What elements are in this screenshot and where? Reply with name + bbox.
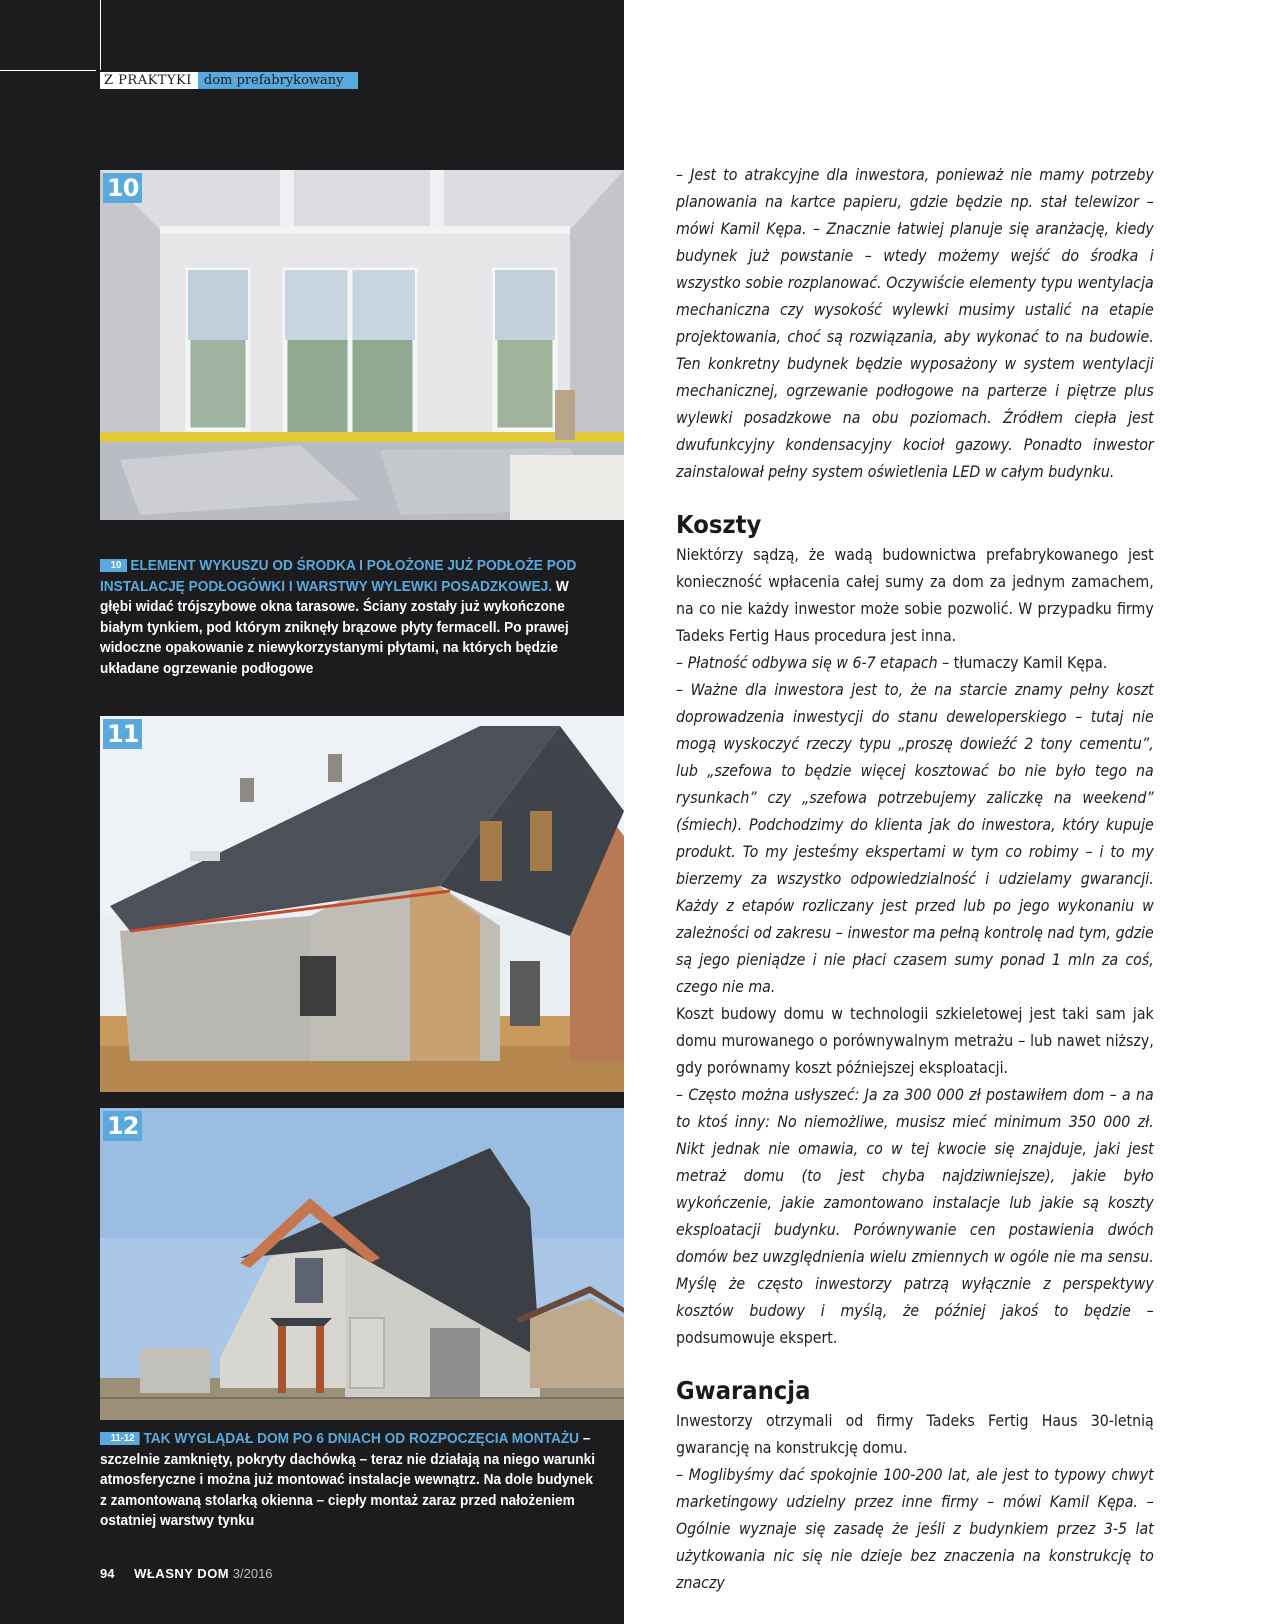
photo-12-house-finished-shell <box>100 1108 624 1420</box>
photo-number-badge: 10 <box>103 173 142 203</box>
subsection-label: dom prefabrykowany <box>198 72 358 89</box>
photo-number-badge: 11 <box>103 719 142 749</box>
paragraph: Inwestorzy otrzymali od firmy Tadeks Fertig Haus 30-letnią gwarancję na konstrukcję domu. <box>676 1412 1154 1457</box>
heading-gwarancja: Gwarancja <box>676 1376 811 1405</box>
crop-mark-horizontal <box>0 70 96 71</box>
caption-badge: 11-12 <box>100 1432 140 1445</box>
page-footer <box>100 1566 273 1581</box>
caption-headline: ELEMENT WYKUSZU OD ŚRODKA I POŁOŻONE JUŻ PODŁOŻE POD INSTALACJĘ PODŁOGÓWKI I WARSTWY WYLEWKI POSADZKOWEJ. <box>100 557 577 595</box>
quote-text: – Płatność odbywa się w 6-7 etapach <box>676 654 938 672</box>
caption-headline: TAK WYGLĄDAŁ DOM PO 6 DNIACH OD ROZPOCZĘCIA MONTAŻU <box>143 1430 580 1447</box>
section-label: Z PRAKTYKI <box>100 72 198 89</box>
paragraph: – Moglibyśmy dać spokojnie 100-200 lat, ale jest to typowy chwyt marketingowy udzielny przez inne firmy – mówi Kamil Kępa. – Ogólnie wyznaje się zasadę że jeśli z budynkiem przez 3-5 lat użytkowania nic się nie dzieje bez znaczenia na konstrukcję to znaczy <box>676 1466 1154 1592</box>
heading-koszty: Koszty <box>676 510 762 539</box>
caption-body: – szczelnie zamknięty, pokryty dachówką – teraz nie działają na niego warunki atmosferyczne i można już montować instalacje wewnątrz. Na dole budynek z zamontowaną stolarką okienna – ciepły montaż zaraz przed nałożeniem ostatniej warstwy tynku <box>100 1430 596 1529</box>
interior-illustration <box>100 170 624 520</box>
crop-mark-vertical <box>100 0 101 70</box>
photo-10-interior <box>100 170 624 520</box>
photo-number-badge: 12 <box>103 1111 142 1141</box>
caption-badge: 10 <box>100 559 127 572</box>
caption-11-12 <box>100 1429 600 1532</box>
paragraph: Koszt budowy domu w technologii szkieletowej jest taki sam jak domu murowanego o porównywalnym metrażu – lub nawet niższy, gdy porównamy koszt późniejszej eksploatacji. <box>676 1005 1154 1077</box>
caption-body: W głębi widać trójszybowe okna tarasowe. Ściany zostały już wykończone białym tynkiem, pod którym zniknęły brązowe płyty fermacell. Po prawej widoczne opakowanie z niewykorzystanymi płytami, na których będzie układane ogrzewanie podłogowe <box>100 577 569 677</box>
attribution: – tłumaczy Kamil Kępa. <box>937 654 1108 672</box>
photo-11-house-construction <box>100 716 624 1092</box>
page-number: 94 <box>100 1566 115 1581</box>
issue-number: 3/2016 <box>232 1566 273 1581</box>
caption-10 <box>100 556 600 679</box>
paragraph: – Ważne dla inwestora jest to, że na starcie znamy pełny koszt doprowadzenia inwestycji do stanu deweloperskiego – tutaj nie mogą wyskoczyć rzeczy typu „proszę dowieźć 2 tony cementu”, lub „szefowa to będzie więcej kosztować bo nie było tego na rysunkach” czy „szefowa potrzebujemy zaliczkę na weekend” (śmiech). Podchodzimy do klienta jak do inwestora, który kupuje produkt. To my jesteśmy ekspertami w tym co robimy – i to my bierzemy za wszystko odpowiedzialność i udzielamy gwarancji. Każdy z etapów rozliczany jest przed lub po jego wykonaniu w zależności od zakresu – inwestor ma pełną kontrolę nad tym, gdzie są jego pieniądze i nie płaci czasem sumy ponad 1 mln za coś, czego nie ma. <box>676 681 1154 996</box>
house-finished-illustration <box>100 1108 624 1420</box>
magazine-title: WŁASNY DOM <box>134 1566 230 1581</box>
paragraph <box>676 1082 1154 1352</box>
paragraph: Niektórzy sądzą, że wadą budownictwa prefabrykowanego jest konieczność wpłacenia całej sumy za dom za jednym zamachem, na co nie każdy inwestor może sobie pozwolić. W przypadku firmy Tadeks Fertig Haus procedura jest inna. <box>676 546 1154 645</box>
article-text <box>676 162 1154 1597</box>
paragraph <box>676 650 1154 677</box>
quote-text: – Często można usłyszeć: Ja za 300 000 zł postawiłem dom – a na to ktoś inny: No niemożliwe, musisz mieć minimum 350 000 zł. Nikt jednak nie omawia, co w tej kwocie się znajduje, jaki jest metraż domu (to jest chyba najdziwniejsze), jakie było wykończenie, jakie zamontowano instalacje lub jakie są koszty eksploatacji budynku. Porównywanie cen postawienia dwóch domów bez uwzględnienia wielu zmiennych w ogóle nie ma sensu. Myślę że często inwestorzy patrzą wyłącznie z perspektywy kosztów budowy i myślą, że później jakoś to będzie <box>676 1086 1154 1320</box>
house-construction-illustration <box>100 716 624 1092</box>
attribution: – podsumowuje ekspert. <box>676 1302 1154 1347</box>
section-tag <box>100 72 358 89</box>
paragraph: – Jest to atrakcyjne dla inwestora, ponieważ nie mamy potrzeby planowania na kartce papieru, gdzie będzie np. stał telewizor – mówi Kamil Kępa. – Znacznie łatwiej planuje się aranżację, kiedy budynek już powstanie – wtedy możemy wejść do środka i wszystko sobie rozplanować. Oczywiście elementy typu wentylacja mechaniczna czy wysokość wylewki musimy ustalić na etapie projektowania, choć są rozwiązania, aby wykonać to na budowie. Ten konkretny budynek będzie wyposażony w system wentylacji mechanicznej, ogrzewanie podłogowe na parterze i piętrze plus wylewki posadzkowe na obu poziomach. Źródłem ciepła jest dwufunkcyjny kondensacyjny kocioł gazowy. Ponadto inwestor zainstalował pełny system oświetlenia LED w całym budynku. <box>676 166 1154 481</box>
